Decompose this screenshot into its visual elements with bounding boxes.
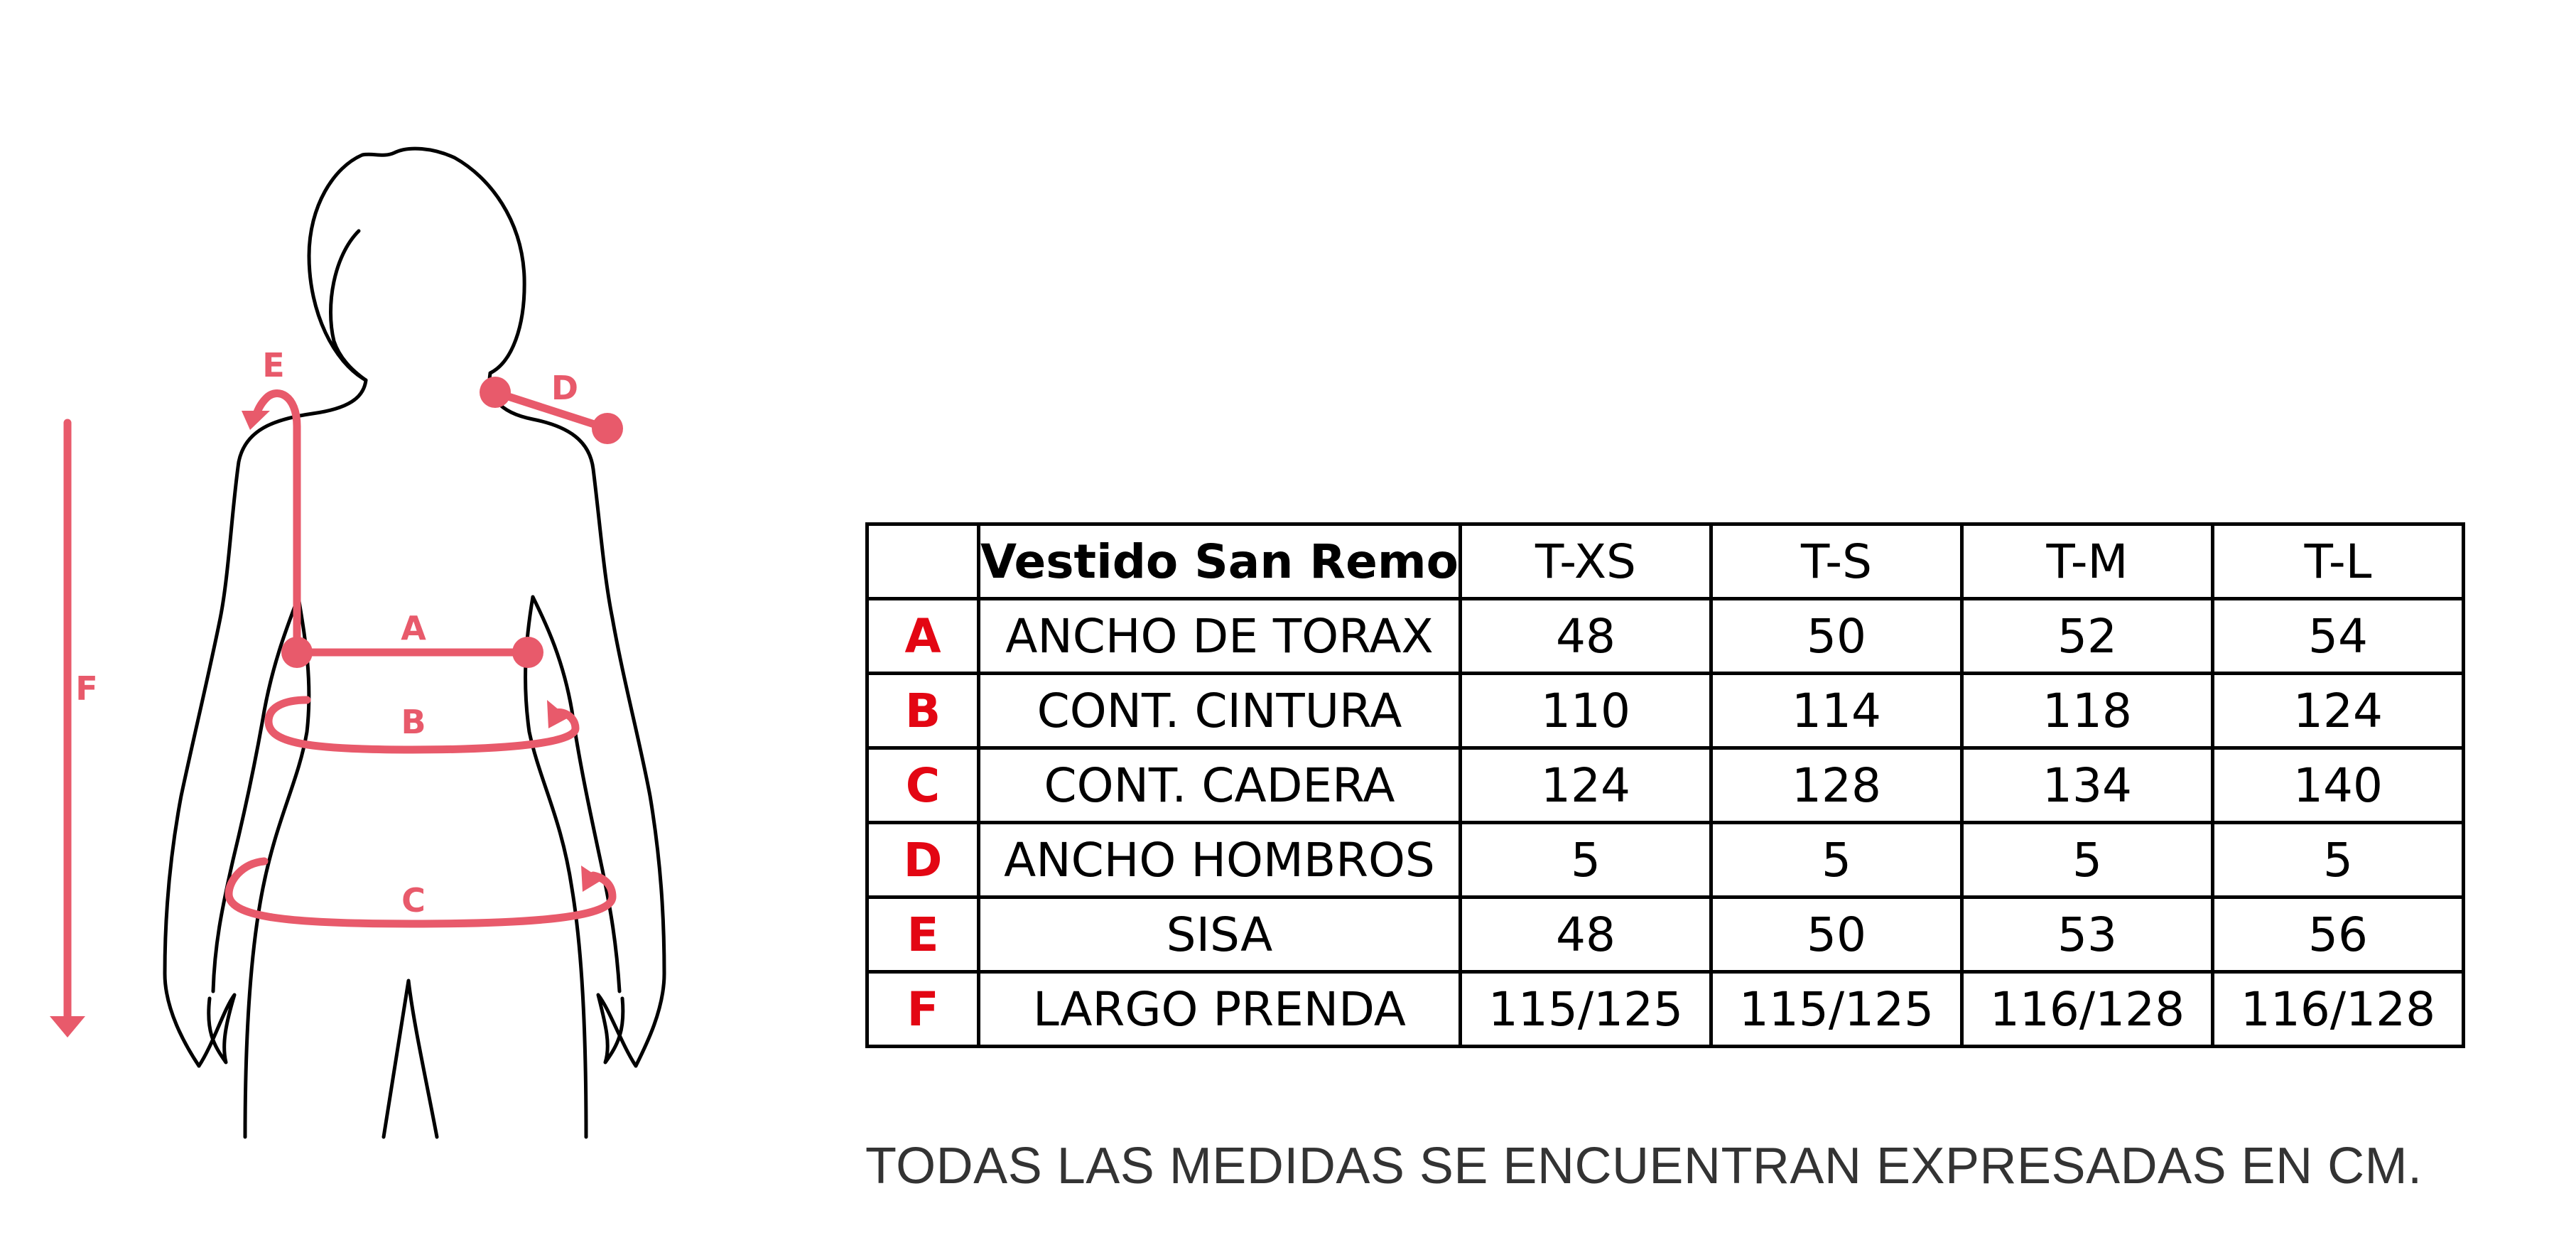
header-empty-cell xyxy=(867,524,979,599)
measure-value: 140 xyxy=(2213,748,2464,823)
d-start-dot-icon xyxy=(480,377,511,408)
size-header-m: T-M xyxy=(1962,524,2213,599)
measure-value: 50 xyxy=(1711,898,1962,972)
measure-value: 116/128 xyxy=(1962,972,2213,1047)
measurement-labels xyxy=(75,346,578,920)
figure-label-c: C xyxy=(401,881,426,920)
size-chart-table xyxy=(865,522,2465,1048)
measure-value: 115/125 xyxy=(1461,972,1711,1047)
a-left-dot-icon xyxy=(281,637,313,668)
measurement-arrowheads xyxy=(50,377,623,1038)
measure-value: 56 xyxy=(2213,898,2464,972)
product-name-header: Vestido San Remo xyxy=(979,524,1461,599)
body-measurement-figure xyxy=(0,0,853,1245)
measure-name: ANCHO DE TORAX xyxy=(979,599,1461,674)
measure-value: 5 xyxy=(1962,823,2213,898)
measure-value: 52 xyxy=(1962,599,2213,674)
table-row xyxy=(867,674,2464,748)
table-row xyxy=(867,972,2464,1047)
c-arrowhead-icon xyxy=(581,866,602,892)
measure-value: 124 xyxy=(2213,674,2464,748)
measure-value: 50 xyxy=(1711,599,1962,674)
measure-value: 5 xyxy=(1461,823,1711,898)
measure-value: 48 xyxy=(1461,898,1711,972)
measure-value: 53 xyxy=(1962,898,2213,972)
d-end-dot-icon xyxy=(592,413,623,444)
table-row xyxy=(867,748,2464,823)
measurement-lines xyxy=(67,392,612,1023)
measure-value: 115/125 xyxy=(1711,972,1962,1047)
measure-name: SISA xyxy=(979,898,1461,972)
measure-value: 54 xyxy=(2213,599,2464,674)
table-row xyxy=(867,599,2464,674)
measure-name: ANCHO HOMBROS xyxy=(979,823,1461,898)
measure-name: CONT. CINTURA xyxy=(979,674,1461,748)
units-footnote: TODAS LAS MEDIDAS SE ENCUENTRAN EXPRESADAS EN CM. xyxy=(865,1138,2423,1195)
figure-label-d: D xyxy=(551,369,579,407)
table-row xyxy=(867,898,2464,972)
measure-value: 134 xyxy=(1962,748,2213,823)
size-header-s: T-S xyxy=(1711,524,1962,599)
measure-value: 48 xyxy=(1461,599,1711,674)
figure-label-e: E xyxy=(262,346,285,384)
size-header-l: T-L xyxy=(2213,524,2464,599)
a-right-dot-icon xyxy=(512,637,543,668)
figure-label-f: F xyxy=(75,669,98,708)
measure-value: 124 xyxy=(1461,748,1711,823)
row-letter: A xyxy=(867,599,979,674)
measure-name: CONT. CADERA xyxy=(979,748,1461,823)
row-letter: D xyxy=(867,823,979,898)
figure-label-b: B xyxy=(401,703,426,741)
table-body xyxy=(867,599,2464,1047)
measure-value: 128 xyxy=(1711,748,1962,823)
row-letter: E xyxy=(867,898,979,972)
size-header-xs: T-XS xyxy=(1461,524,1711,599)
table-header-row xyxy=(867,524,2464,599)
row-letter: B xyxy=(867,674,979,748)
measure-value: 116/128 xyxy=(2213,972,2464,1047)
figure-label-a: A xyxy=(401,609,426,647)
measure-name: LARGO PRENDA xyxy=(979,972,1461,1047)
measure-value: 5 xyxy=(1711,823,1962,898)
row-letter: C xyxy=(867,748,979,823)
row-letter: F xyxy=(867,972,979,1047)
table-row xyxy=(867,823,2464,898)
measure-value: 114 xyxy=(1711,674,1962,748)
f-arrowhead-icon xyxy=(50,1016,85,1038)
measure-value: 118 xyxy=(1962,674,2213,748)
measure-value: 110 xyxy=(1461,674,1711,748)
measure-value: 5 xyxy=(2213,823,2464,898)
